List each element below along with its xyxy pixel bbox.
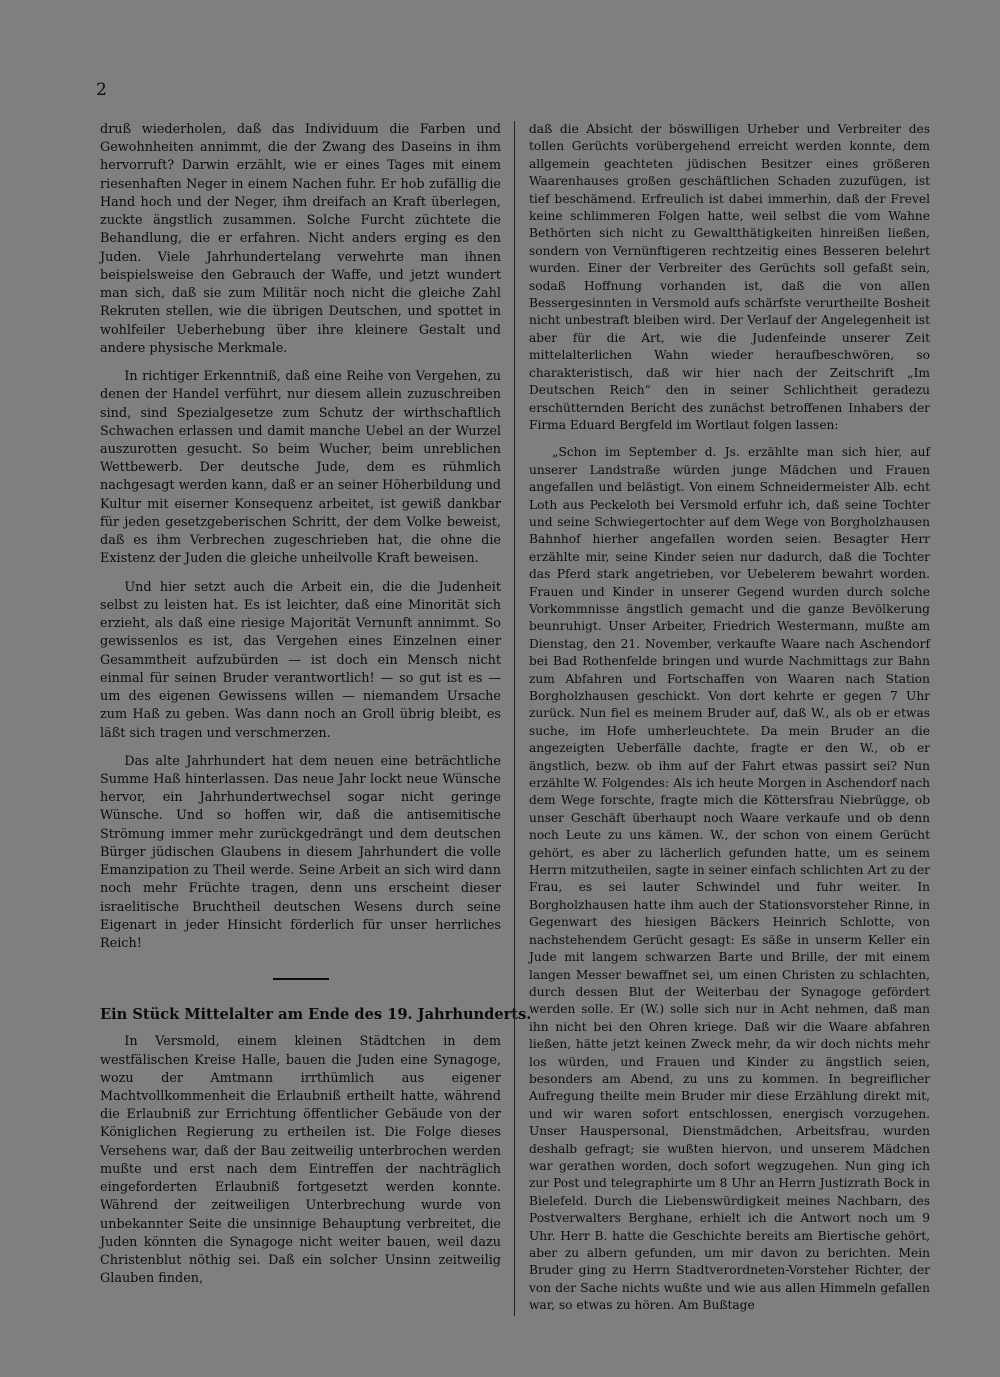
body-paragraph: „Schon im September d. Js. erzählte man sich hier, auf unserer Landstraße würden junge Mädchen und Frauen angefallen und belästigt. Von einem Schneidermeister Alb. echt Loth aus Peckeloth bei Versmold erfuhr ich, daß seine Tochter und seine Schwiegertochter auf dem Wege von Borgholzhausen Bahnhof hierher angefallen worden seien. Besagter Herr erzählte mir, seine Kinder seien nur dadurch, daß die Tochter das Pferd stark angetrieben, vor Uebelerem bewahrt worden. Frauen und Kinder in unserer Gegend wurden durch solche Vorkommnisse ängstlich gemacht und die ganze Bevölkerung beunruhigt. Unser Arbeiter, Friedrich Westermann, mußte am Dienstag, den 21. November, verkaufte Waare nach Aschendorf bei Bad Rothenfelde bringen und wurde Nachmittags zur Bahn zum Abfahren und Fortschaffen von Waaren nach Station Borgholzhausen geschickt. Von dort kehrte er gegen 7 Uhr zurück. Nun fiel es meinem Bruder auf, daß W., als ob er etwas suche, im Hofe umherleuchtete. Da mein Bruder an die angezeigten Ueberfälle dachte, fragte er den W., ob er ängstlich, bezw. ob ihm auf der Fahrt etwas passirt sei? Nun erzählte W. Folgendes: Als ich heute Morgen in Aschendorf nach dem Wege forschte, fragte mich die Köttersfrau Niebrügge, ob unser Geschäft überhaupt noch Waare verkaufe und ob denn noch Leute zu uns kämen. W., der schon von einem Gerücht gehört, es aber zu lächerlich gefunden hatte, um es seinem Herrn mitzutheilen, sagte in seiner einfach schlichten Art zu der Frau, es sei lauter Schwindel und fuhr weiter. In Borgholzhausen hatte ihm auch der Stationsvorsteher Rinne, in Gegenwart des hiesigen Bäckers Heinrich Schlotte, von nachstehendem Gerücht gesagt: Es säße in unserm Keller ein Jude mit langem schwarzen Barte und Brille, der mit einem langen Messer bewaffnet sei, um einen Christen zu schlachten, durch dessen Blut der Weiterbau der Synagoge gefördert werden solle. Er (W.) solle sich nur in Acht nehmen, daß man ihn nicht bei den Ohren kriege. Daß wir die Waare abfahren ließen, hätte jetzt keinen Zweck mehr, da wir doch nichts mehr los würden, und Frauen und Kinder zu ängstlich seien, besonders am Abend, zu uns zu kommen. In begreiflicher Aufregung theilte mein Bruder mir diese Erzählung direkt mit, und wir waren sofort entschlossen, energisch vorzugehen. Unser Hauspersonal, Dienstmädchen, Arbeitsfrau, wurden deshalb gefragt; sie wußten hiervon, und unserem Mädchen war gerathen worden, doch sofort wegzugehen. Nun ging ich zur Post und telegraphirte um 8 Uhr an Herrn Justizrath Bock in Bielefeld. Durch die Liebenswürdigkeit meines Nachbarn, des Postverwalters Berghane, erhielt ich die Antwort noch um 9 Uhr. Herr B. hatte die Geschichte bereits am Biertische gehört, aber zu albern gefunden, um mir davon zu berichten. Mein Bruder ging zu Herrn Stadtverordneten-Vorsteher Richter, der von der Sache nichts wußte und wie aus allen Himmeln gefallen war, so etwas zu hören. Am Bußtage xyxy=(529,445,930,1313)
page-number: 2 xyxy=(96,80,107,100)
body-paragraph: Das alte Jahrhundert hat dem neuen eine beträchtliche Summe Haß hinterlassen. Das neue Jahr lockt neue Wünsche hervor, ein Jahrhundertwechsel sogar nicht geringe Wünsche. Und so hoffen wir, daß die antisemitische Strömung immer mehr zurückgedrängt und dem deutschen Bürger jüdischen Glaubens in diesem Jahrhundert die volle Emanzipation zu Theil werde. Seine Arbeit an sich wird dann noch mehr Früchte tragen, denn uns erscheint dieser israelitische Bruchtheil deutschen Wesens durch seine Eigenart in jeder Hinsicht förderlich für unser herrliches Reich! xyxy=(100,753,501,952)
left-column xyxy=(100,121,532,1289)
column-divider xyxy=(514,121,515,1316)
section-divider-rule xyxy=(273,978,329,980)
body-paragraph: druß wiederholen, daß das Individuum die Farben und Gewohnheiten annimmt, die der Zwang des Daseins in ihm hervorruft? Darwin erzählt, wie er eines Tages mit einem riesenhaften Neger in einem Nachen fuhr. Er hob zufällig die Hand hoch und der Neger, ihm dreifach an Kraft überlegen, zuckte ängstlich zusammen. Solche Furcht züchtete die Behandlung, die er erfahren. Nicht anders erging es den Juden. Viele Jahrhundertelang verwehrte man ihnen beispielsweise den Gebrauch der Waffe, und jetzt wundert man sich, daß sie zum Militär noch nicht die gleiche Zahl Rekruten stellen, wie die übrigen Deutschen, und spottet in wohlfeiler Ueberhebung über ihre kleinere Gestalt und andere physische Merkmale. xyxy=(100,122,501,356)
body-paragraph: In richtiger Erkenntniß, daß eine Reihe von Vergehen, zu denen der Handel verführt, nur diesem allein zuzuschreiben sind, sind Spezialgesetze zum Schutz der wirthschaftlich Schwachen erlassen und damit manche Uebel an der Wurzel auszurotten gesucht. So beim Wucher, beim unreblichen Wettbewerb. Der deutsche Jude, dem es rühmlich nachgesagt werden kann, daß er an seiner Höherbildung und Kultur mit eiserner Konsequenz arbeitet, ist gewiß dankbar für jeden gesetzgeberischen Schritt, der dem Volke beweist, daß es ihm Verbrechen zugeschrieben hat, die ohne die Existenz der Juden die gleiche unheilvolle Kraft beweisen. xyxy=(100,369,501,567)
body-paragraph: In Versmold, einem kleinen Städtchen in dem westfälischen Kreise Halle, bauen die Juden eine Synagoge, wozu der Amtmann irrthümlich aus eigener Machtvollkommenheit die Erlaubniß ertheilt hatte, während die Erlaubniß zur Errichtung öffentlicher Gebäude von der Königlichen Regierung zu ertheilen ist. Die Folge dieses Versehens war, daß der Bau zeitweilig unterbrochen werden mußte und erst nach dem Eintreffen der nachträglich eingeforderten Erlaubniß fortgesetzt werden konnte. Während der zeitweiligen Unterbrechung wurde von unbekannter Seite die unsinnige Behauptung verbreitet, die Juden könnten die Synagoge nicht weiter bauen, weil dazu Christenblut nöthig sei. Daß ein solcher Unsinn zeitweilig Glauben finden, xyxy=(100,1034,501,1287)
body-paragraph: Und hier setzt auch die Arbeit ein, die die Judenheit selbst zu leisten hat. Es ist leichter, daß eine Minorität sich erzieht, als daß eine riesige Majorität Vernunft annimmt. So gewissenlos es ist, das Vergehen eines Einzelnen einer Gesammtheit aufzubürden — ist doch ein Mensch nicht einmal für seinen Bruder verantwortlich! — so gut ist es — um des eigenen Gewissens willen — niemandem Ursache zum Haß zu geben. Was dann noch an Groll übrig bleibt, es läßt sich tragen und verschmerzen. xyxy=(100,579,501,741)
right-column xyxy=(529,121,930,1315)
body-paragraph: daß die Absicht der böswilligen Urheber und Verbreiter des tollen Gerüchts vorübergehend erreicht werden konnte, dem allgemein geachteten jüdischen Besitzer eines größeren Waarenhauses großen geschäftlichen Schaden zuzufügen, ist tief beschämend. Erfreulich ist dabei immerhin, daß der Frevel keine schlimmeren Folgen hatte, weil selbst die vom Wahne Bethörten sich nicht zu Gewaltthätigkeiten hinreißen ließen, sondern von Vernünftigeren rechtzeitig eines Besseren belehrt wurden. Einer der Verbreiter des Gerüchts soll gefaßt sein, sodaß Hoffnung vorhanden ist, daß die von allen Bessergesinnten in Versmold aufs schärfste verurtheilte Bosheit nicht unbestraft bleiben wird. Der Verlauf der Angelegenheit ist aber für die Art, wie die Judenfeinde unserer Zeit mittelalterlichen Wahn wieder heraufbeschwören, so charakteristisch, daß wir hier nach der Zeitschrift „Im Deutschen Reich“ den in seiner Schlichtheit geradezu erschütternden Bericht des zunächst betroffenen Inhabers der Firma Eduard Bergfeld im Wortlaut folgen lassen: xyxy=(529,122,930,432)
article-heading: Ein Stück Mittelalter am Ende des 19. Jahrhunderts. xyxy=(100,1006,532,1024)
